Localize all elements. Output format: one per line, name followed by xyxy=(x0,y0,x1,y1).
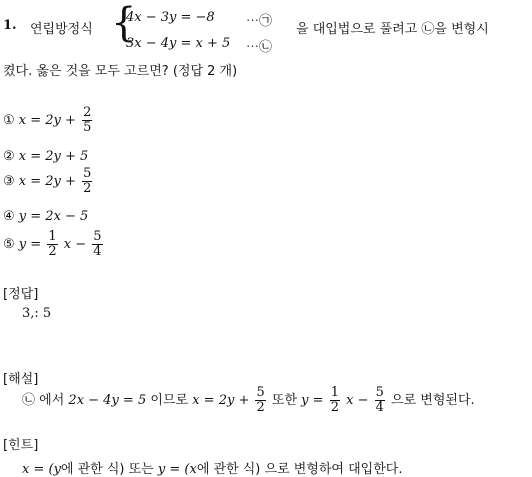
option-2-number: ② xyxy=(3,149,15,164)
option-2[interactable] xyxy=(3,149,88,164)
problem-tail-line1: 을 대입법으로 풀려고 ㉡을 변형시 xyxy=(296,22,489,37)
system-brace: { xyxy=(111,0,137,46)
option-3-fraction: $\frac{5}{2}$ xyxy=(83,166,92,196)
equation-2-mark: ⋯㉡ xyxy=(246,40,273,55)
hint-heading: [힌트] xyxy=(3,438,39,453)
option-5-expr: y = xyxy=(18,237,42,252)
option-5-fraction-2: $\frac{5}{4}$ xyxy=(93,229,102,259)
option-3-expr: x = 2y + xyxy=(18,174,76,189)
option-1-number: ① xyxy=(3,113,15,128)
explanation-mark: ㉡ xyxy=(22,393,36,408)
explanation-fraction-2: $\frac{1}{2}$ xyxy=(330,385,339,415)
option-5-fraction-1: $\frac{1}{2}$ xyxy=(48,229,57,259)
equation-2: 3x − 4y = x + 5 xyxy=(126,36,231,51)
option-4-number: ④ xyxy=(3,209,15,224)
option-1-expr: x = 2y + xyxy=(18,113,76,128)
option-1[interactable] xyxy=(3,106,94,135)
option-5-number: ⑤ xyxy=(3,237,15,252)
option-3[interactable] xyxy=(3,167,94,196)
explanation-fraction-1: $\frac{5}{2}$ xyxy=(256,385,265,415)
answer-value: 3,: 5 xyxy=(22,306,52,321)
equation-1-mark: ⋯㉠ xyxy=(246,14,273,29)
problem-tail-line2: 켰다. 옳은 것을 모두 고르면? (정답 2 개) xyxy=(3,64,238,79)
problem-lead: 연립방정식 xyxy=(30,22,93,37)
hint-line: x = (y에 관한 식) 또는 y = (x에 관한 식) 으로 변형하여 대입한다. xyxy=(22,462,403,477)
option-1-fraction: $\frac{2}{5}$ xyxy=(83,105,92,135)
explanation-heading: [해설] xyxy=(3,372,39,387)
option-3-number: ③ xyxy=(3,174,15,189)
option-4-expr: y = 2x − 5 xyxy=(18,209,89,224)
explanation-line: ㉡ 에서 2x − 4y = 5 이므로 x = 2y + $\frac{5}{2}$ 또한 y = $\frac{1}{2}$ x − $\frac{5}{4}$ 으로 변형된다. xyxy=(22,385,475,415)
answer-heading: [정답] xyxy=(3,287,39,302)
equation-1: 4x − 3y = −8 xyxy=(126,10,215,25)
option-2-expr: x = 2y + 5 xyxy=(18,149,89,164)
problem-number: 1. xyxy=(3,18,17,33)
option-5[interactable] xyxy=(3,230,105,259)
explanation-fraction-3: $\frac{5}{4}$ xyxy=(375,385,384,415)
option-5-expr-rest: x − xyxy=(63,237,87,252)
option-4[interactable] xyxy=(3,209,88,224)
